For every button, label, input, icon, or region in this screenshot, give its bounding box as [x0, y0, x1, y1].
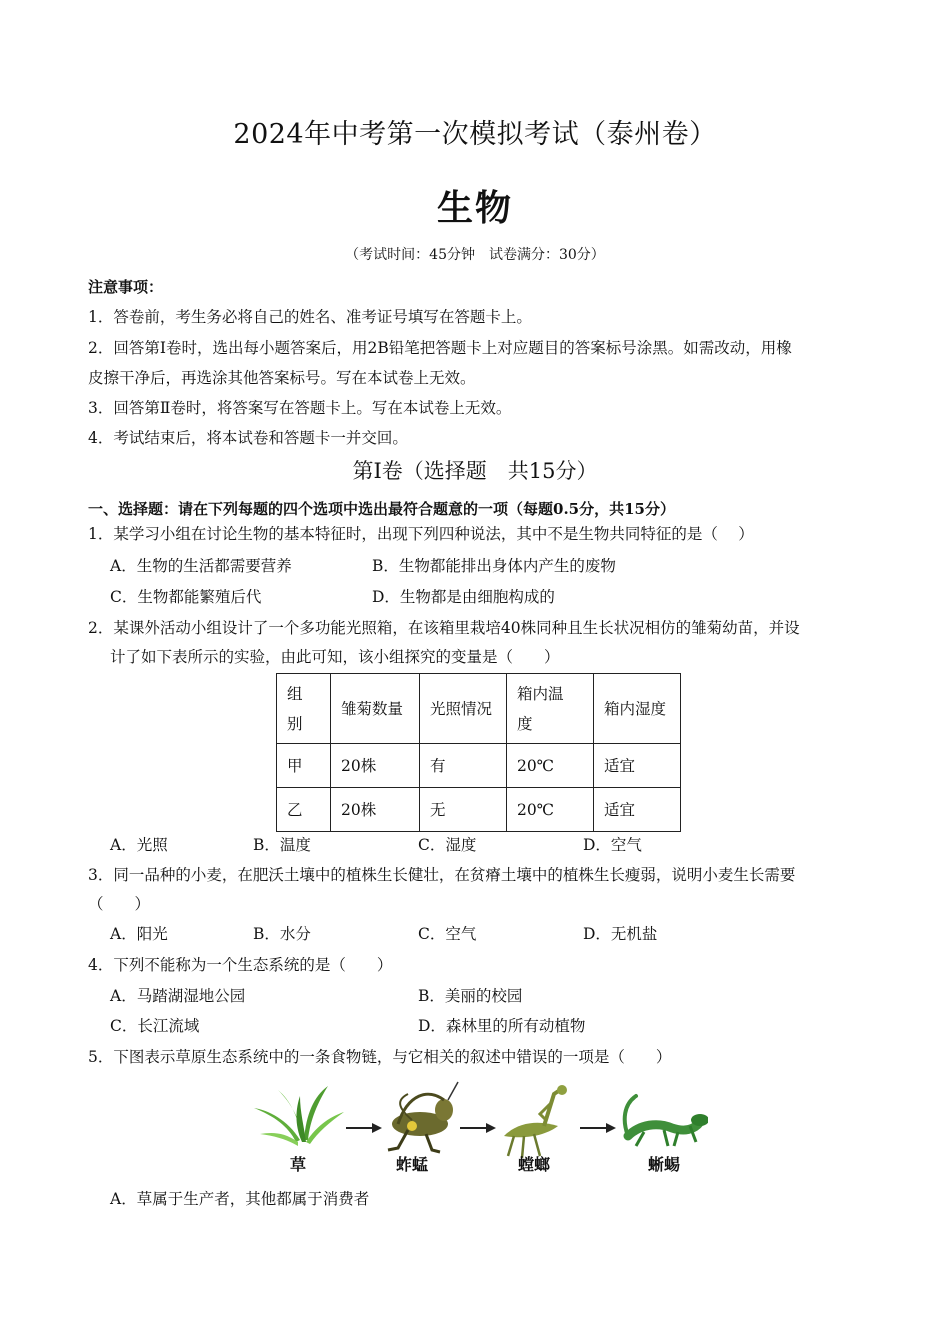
arrow-icon [460, 1123, 496, 1133]
exam-info: （考试时间：45分钟 试卷满分：30分） [345, 247, 605, 263]
q3-option-b: B．水分 [253, 925, 311, 943]
note-item: 1．答卷前，考生务必将自己的姓名、准考证号填写在答题卡上。 [88, 308, 532, 326]
header-cell-humidity: 箱内湿度 [594, 674, 681, 744]
table-cell: 20株 [331, 744, 420, 788]
question-2-stem: 2．某课外活动小组设计了一个多功能光照箱，在该箱里栽培40株同种且生长状况相仿的雏菊幼苗，并设 [88, 619, 800, 637]
table-cell: 适宜 [594, 788, 681, 832]
question-5-stem: 5．下图表示草原生态系统中的一条食物链，与它相关的叙述中错误的一项是（ ） [88, 1048, 672, 1066]
q5-option-a: A．草属于生产者，其他都属于消费者 [110, 1190, 370, 1208]
table-cell: 20株 [331, 788, 420, 832]
q1-option-d: D．生物都是由细胞构成的 [372, 588, 555, 606]
grass-icon [254, 1086, 344, 1146]
table-cell: 20℃ [507, 744, 594, 788]
table-cell: 适宜 [594, 744, 681, 788]
table-cell: 甲 [277, 744, 331, 788]
table-cell: 20℃ [507, 788, 594, 832]
q1-option-a: A．生物的生活都需要营养 [110, 557, 292, 575]
q3-option-d: D．无机盐 [583, 925, 658, 943]
section-heading: 一、选择题：请在下列每题的四个选项中选出最符合题意的一项（每题0.5分，共15分） [88, 500, 675, 518]
q1-option-b: B．生物都能排出身体内产生的废物 [372, 557, 616, 575]
note-item: 2．回答第Ⅰ卷时，选出每小题答案后，用2B铅笔把答题卡上对应题目的答案标号涂黑。如需改动，用橡 [88, 339, 792, 357]
exam-title: 2024年中考第一次模拟考试（泰州卷） [233, 119, 717, 150]
grasshopper-icon [388, 1082, 458, 1152]
question-4-stem: 4．下列不能称为一个生态系统的是（ ） [88, 956, 393, 974]
q3-option-a: A．阳光 [110, 925, 168, 943]
q2-option-d: D．空气 [583, 836, 642, 854]
table-cell: 有 [420, 744, 507, 788]
q2-option-b: B．温度 [253, 836, 311, 854]
q4-option-c: C．长江流域 [110, 1017, 200, 1035]
table-header-row [277, 674, 681, 744]
q4-option-d: D．森林里的所有动植物 [418, 1017, 586, 1035]
note-item: 4．考试结束后，将本试卷和答题卡一并交回。 [88, 429, 408, 447]
experiment-table [276, 673, 681, 832]
mantis-icon [504, 1085, 567, 1158]
chain-label-mantis: 螳螂 [518, 1155, 551, 1174]
header-cell-light: 光照情况 [420, 674, 507, 744]
chain-label-lizard: 蜥蜴 [648, 1155, 681, 1174]
q2-option-c: C．湿度 [418, 836, 477, 854]
q2-option-a: A．光照 [110, 836, 168, 854]
lizard-icon [625, 1096, 708, 1146]
note-item: 皮擦干净后，再选涂其他答案标号。写在本试卷上无效。 [88, 369, 476, 387]
table-row [277, 788, 681, 832]
chain-label-grasshopper: 蚱蜢 [396, 1155, 429, 1174]
table-cell: 乙 [277, 788, 331, 832]
header-cell-temperature: 箱内温 度 [507, 674, 594, 744]
table-row [277, 744, 681, 788]
table-cell: 无 [420, 788, 507, 832]
q3-option-c: C．空气 [418, 925, 477, 943]
q4-option-b: B．美丽的校园 [418, 987, 523, 1005]
food-chain-figure [248, 1080, 708, 1180]
header-cell-group: 组 别 [277, 674, 331, 744]
chain-label-grass: 草 [290, 1155, 307, 1174]
header-cell-count: 雏菊数量 [331, 674, 420, 744]
question-1-stem: 1．某学习小组在讨论生物的基本特征时，出现下列四种说法，其中不是生物共同特征的是（ ） [88, 525, 754, 543]
arrow-icon [580, 1123, 616, 1133]
section-title: 第Ⅰ卷（选择题 共15分） [352, 459, 598, 483]
q4-option-a: A．马踏湖湿地公园 [110, 987, 246, 1005]
subject-title: 生物 [436, 187, 513, 229]
notes-heading: 注意事项： [88, 278, 164, 296]
question-3-stem: 3．同一品种的小麦，在肥沃土壤中的植株生长健壮，在贫瘠土壤中的植株生长瘦弱，说明小麦生长需要 [88, 866, 796, 884]
q1-option-c: C．生物都能繁殖后代 [110, 588, 262, 606]
question-3-stem-cont: （ ） [88, 895, 151, 913]
question-2-stem-cont: 计了如下表所示的实验，由此可知，该小组探究的变量是（ ） [110, 648, 560, 666]
note-item: 3．回答第Ⅱ卷时，将答案写在答题卡上。写在本试卷上无效。 [88, 399, 512, 417]
arrow-icon [346, 1123, 382, 1133]
